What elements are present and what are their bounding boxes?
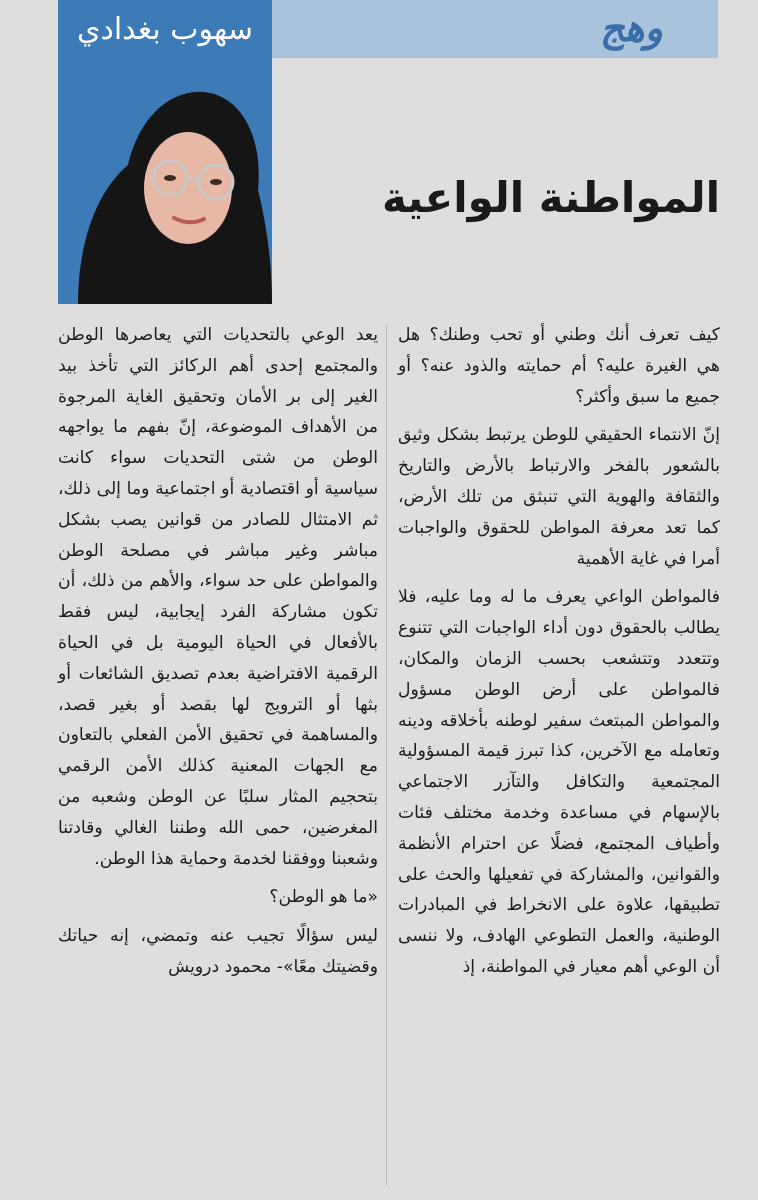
author-portrait	[58, 70, 272, 304]
quote-answer: ليس سؤالًا تجيب عنه وتمضي، إنه حياتك وقضيتك معًا»- محمود درويش	[58, 926, 378, 977]
article-column-right	[398, 320, 720, 991]
column-divider	[386, 325, 387, 1185]
article-title: المواطنة الواعية	[381, 173, 720, 222]
paragraph: كيف تعرف أنك وطني أو تحب وطنك؟ هل هي الغيرة عليه؟ أم حمايته والذود عنه؟ أو جميع ما سبق وأكثر؟	[398, 325, 720, 407]
quote-question: «ما هو الوطن؟	[269, 887, 378, 908]
author-name: سهوب بغدادي	[77, 12, 253, 47]
author-box	[58, 0, 272, 304]
paragraph: إنّ الانتماء الحقيقي للوطن يرتبط بشكل وثيق بالشعور بالفخر والارتباط بالأرض والتاريخ والثقافة والهوية التي تنبثق من تلك الأرض، كما تعد معرفة المواطن للحقوق والواجبات أمرا في غاية الأهمية	[398, 425, 720, 569]
paragraph: فالمواطن الواعي يعرف ما له وما عليه، فلا يطالب بالحقوق دون أداء الواجبات التي تتنوع وتتعدد وتتشعب بحسب الزمان والمكان، فالمواطن على أرض الوطن مسؤول والمواطن المبتعث سفير لوطنه بأخلاقه ودينه وتعامله مع الآخرين، كذا تبرز قيمة المسؤولية المجتمعية والتكافل والتآزر الاجتماعي بالإسهام في مساعدة وخدمة مختلف فئات وأطياف المجتمع، فضلًا عن احترام الأنظمة والقوانين، والمشاركة في تفعيلها والحث على تطبيقها، علاوة على الانخراط في المبادرات الوطنية، والعمل التطوعي الهادف، ولا ننسى أن الوعي أهم معيار في المواطنة، إذ	[398, 587, 720, 977]
article-column-left	[58, 320, 378, 991]
column-brand-logo: وهج	[600, 6, 663, 50]
paragraph: يعد الوعي بالتحديات التي يعاصرها الوطن والمجتمع إحدى أهم الركائز التي تأخذ بيد الغير إلى بر الأمان وتحقيق الغاية المرجوة من الأهداف الموضوعة، إنّ بفهم ما يواجهه الوطن من شتى التحديات سواء كانت سياسية أو اقتصادية أو اجتماعية وما إلى ذلك، ثم الامتثال للصادر من قوانين يصب بشكل مباشر وغير مباشر في مصلحة الوطن والمواطن على حد سواء، والأهم من ذلك، أن تكون مشاركة الفرد إيجابية، ليس فقط بالأفعال في الحياة اليومية بل في الحياة الرقمية الافتراضية بعدم تصديق الشائعات أو بثها أو الترويج لها بقصد أو بغير قصد، والمساهمة في تحقيق الأمن الفعلي بالتعاون مع الجهات المعنية كذلك الأمن الرقمي بتحجيم المثار سلبًا عن الوطن وشعبه من المغرضين، حمى الله وطننا الغالي وقادتنا وشعبنا ووفقنا لخدمة وحماية هذا الوطن.	[58, 325, 378, 869]
